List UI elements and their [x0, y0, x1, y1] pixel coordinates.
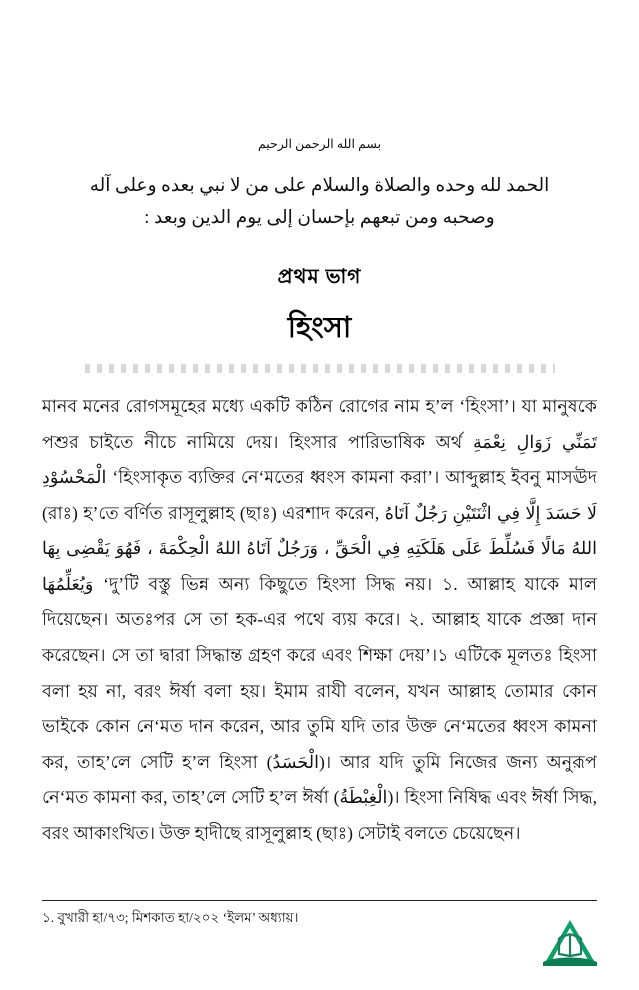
arabic-preamble-line-1: الحمد لله وحده والصلاة والسلام على من لا نبي بعده وعلى آله	[89, 175, 550, 196]
part-heading: প্রথম ভাগ	[277, 266, 362, 289]
arabic-preamble-line-2: وصحبه ومن تبعهم بإحسان إلى يوم الدين وبعد :	[144, 207, 495, 228]
body-paragraph: মানব মনের রোগসমূহের মধ্যে একটি কঠিন রোগের নাম হ’ল ‘হিংসা’। যা মানুষকে পশুর চাইতে নীচে নামিয়ে দেয়। হিংসার পারিভাষিক অর্থ تَمَنِّي زَوَالِ نِعْمَةِ الْمَحْسُوْدِ ‘হিংসাকৃত ব্যক্তির নে‘মতের ধ্বংস কামনা করা’। আব্দুল্লাহ ইবনু মাসঊদ (রাঃ) হ’তে বর্ণিত রাসূলুল্লাহ (ছাঃ) এরশাদ করেন, لَا حَسَدَ إِلَّا فِي اثْنَتَيْنِ رَجُلٌ آتَاهُ اللهُ مَالًا فَسُلِّطَ عَلَى هَلَكَتِهِ فِي الْحَقِّ ، وَرَجُلٌ آتَاهُ اللهُ الْحِكْمَةَ ، فَهُوَ يَقْضِى بِهَا وَيُعَلِّمُهَا ‘দু’টি বস্তু ভিন্ন অন্য কিছুতে হিংসা সিদ্ধ নয়। ১. আল্লাহ যাকে মাল দিয়েছেন। অতঃপর সে তা হক-এর পথে ব্যয় করে। ২. আল্লাহ যাকে প্রজ্ঞা দান করেছেন। সে তা দ্বারা সিদ্ধান্ত গ্রহণ করে এবং শিক্ষা দেয়’।১ এটিকে মূলতঃ হিংসা বলা হয় না, বরং ঈর্ষা বলা হয়। ইমাম রাযী বলেন, যখন আল্লাহ তোমার কোন ভাইকে কোন নে‘মত দান করেন, আর তুমি যদি তার উক্ত নে‘মতের ধ্বংস কামনা কর, তাহ’লে সেটি হ’ল হিংসা (الْحَسَدُ)। আর যদি তুমি নিজের জন্য অনুরূপ নে‘মত কামনা কর, তাহ’লে সেটি হ’ল ঈর্ষা (الْغِبْطَةُ)। হিংসা নিষিদ্ধ এবং ঈর্ষা সিদ্ধ, বরং আকাংখিত। উক্ত হাদীছে রাসূলুল্লাহ (ছাঃ) সেটাই বলতে চেয়েছেন।	[42, 396, 597, 843]
page-title: হিংসা	[287, 312, 352, 345]
footnote-divider	[42, 900, 597, 901]
arabic-preamble	[42, 170, 597, 235]
body-text	[42, 389, 597, 851]
footnote-text: ১. বুখারী হা/৭৩; মিশকাত হা/২০২ ‘ইলম’ অধ্যায়।	[42, 910, 299, 925]
decorative-divider	[85, 364, 555, 373]
footnote-section	[42, 900, 597, 928]
book-logo-icon	[541, 918, 599, 968]
basmala-text: بسم الله الرحمن الرحيم	[257, 137, 382, 151]
